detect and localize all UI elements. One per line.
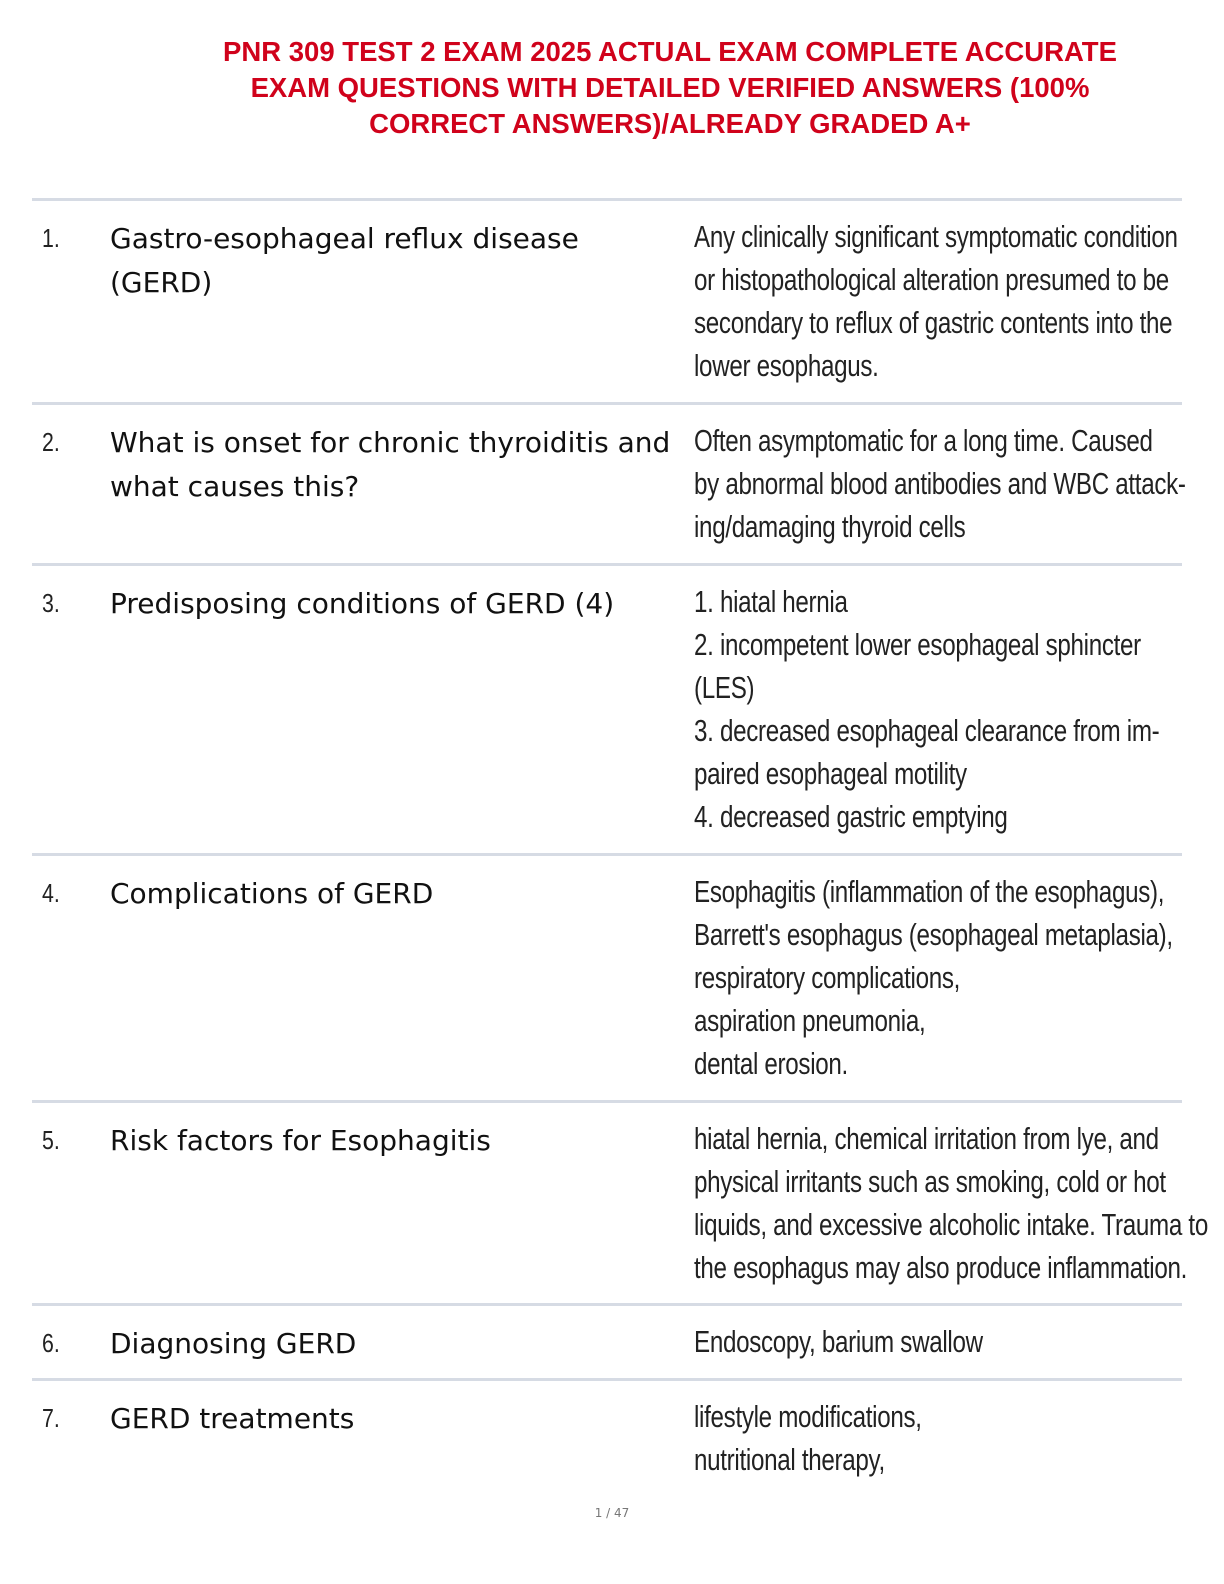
answer-line: 2. incompetent lower esophageal sphincter [694, 627, 1141, 662]
qa-row [32, 566, 1182, 856]
answer-definition [694, 419, 1186, 548]
qa-row [32, 856, 1182, 1103]
answer-line: nutritional therapy, [694, 1442, 885, 1477]
answer-line: Any clinically significant symptomatic condition [694, 219, 1178, 254]
row-number: 5. [42, 1125, 60, 1155]
question-term [110, 872, 688, 916]
row-number: 7. [42, 1403, 60, 1433]
row-number: 2. [42, 427, 60, 457]
row-number: 4. [42, 878, 60, 908]
answer-line: paired esophageal motility [694, 756, 967, 791]
answer-line: by abnormal blood antibodies and WBC attack- [694, 466, 1186, 501]
answer-line: Endoscopy, barium swallow [694, 1324, 983, 1359]
row-number: 6. [42, 1328, 60, 1358]
question-line: what causes this? [110, 470, 360, 503]
answer-line: 3. decreased esophageal clearance from im- [694, 713, 1160, 748]
answer-line: physical irritants such as smoking, cold or hot [694, 1164, 1166, 1199]
row-number: 3. [42, 588, 60, 618]
answer-line: aspiration pneumonia, [694, 1003, 926, 1038]
question-line: What is onset for chronic thyroiditis and [110, 426, 671, 459]
answer-line: Barrett's esophagus (esophageal metaplasia), [694, 917, 1173, 952]
answer-definition [694, 1320, 1174, 1363]
answer-line: liquids, and excessive alcoholic intake. Trauma to [694, 1207, 1208, 1242]
answer-line: lifestyle modifications, [694, 1399, 922, 1434]
answer-definition [694, 1395, 1174, 1481]
row-number: 1. [42, 223, 60, 253]
answer-line: respiratory complications, [694, 960, 961, 995]
qa-table [32, 198, 1208, 1491]
qa-row [32, 1103, 1208, 1306]
question-line: Gastro-esophageal reflux disease [110, 222, 579, 255]
answer-line: 4. decreased gastric emptying [694, 799, 1008, 834]
title-line: EXAM QUESTIONS WITH DETAILED VERIFIED ANSWERS (100% [250, 72, 1090, 103]
question-line: Diagnosing GERD [110, 1327, 357, 1360]
question-line: GERD treatments [110, 1402, 355, 1435]
page-indicator: 1 / 47 [594, 1506, 630, 1520]
question-line: (GERD) [110, 266, 213, 299]
question-line: Predisposing conditions of GERD (4) [110, 587, 615, 620]
question-term [110, 1322, 688, 1366]
title-line: PNR 309 TEST 2 EXAM 2025 ACTUAL EXAM COMPLETE ACCURATE [223, 36, 1117, 67]
answer-line: hiatal hernia, chemical irritation from lye, and [694, 1121, 1159, 1156]
question-term [110, 217, 688, 305]
title-line: CORRECT ANSWERS)/ALREADY GRADED A+ [369, 108, 971, 139]
qa-row [32, 201, 1182, 405]
answer-line: secondary to reflux of gastric contents into the [694, 305, 1173, 340]
answer-definition [694, 870, 1174, 1085]
answer-line: or histopathological alteration presumed to be [694, 262, 1169, 297]
answer-line: Esophagitis (inflammation of the esophagus), [694, 874, 1165, 909]
answer-line: lower esophagus. [694, 348, 879, 383]
answer-line: Often asymptomatic for a long time. Caused [694, 423, 1153, 458]
answer-line: ing/damaging thyroid cells [694, 509, 966, 544]
question-term [110, 1119, 688, 1163]
question-term [110, 1397, 688, 1441]
question-line: Complications of GERD [110, 877, 434, 910]
question-line: Risk factors for Esophagitis [110, 1124, 491, 1157]
document-title [150, 34, 1190, 142]
answer-line: the esophagus may also produce inflammation. [694, 1250, 1188, 1285]
answer-definition [694, 580, 1174, 838]
qa-row [32, 1381, 1182, 1491]
answer-definition [694, 215, 1178, 387]
answer-line: dental erosion. [694, 1046, 848, 1081]
qa-row [32, 1306, 1182, 1381]
qa-row [32, 405, 1186, 566]
question-term [110, 421, 688, 509]
answer-definition [694, 1117, 1208, 1289]
answer-line: (LES) [694, 670, 755, 705]
question-term [110, 582, 688, 626]
answer-line: 1. hiatal hernia [694, 584, 848, 619]
